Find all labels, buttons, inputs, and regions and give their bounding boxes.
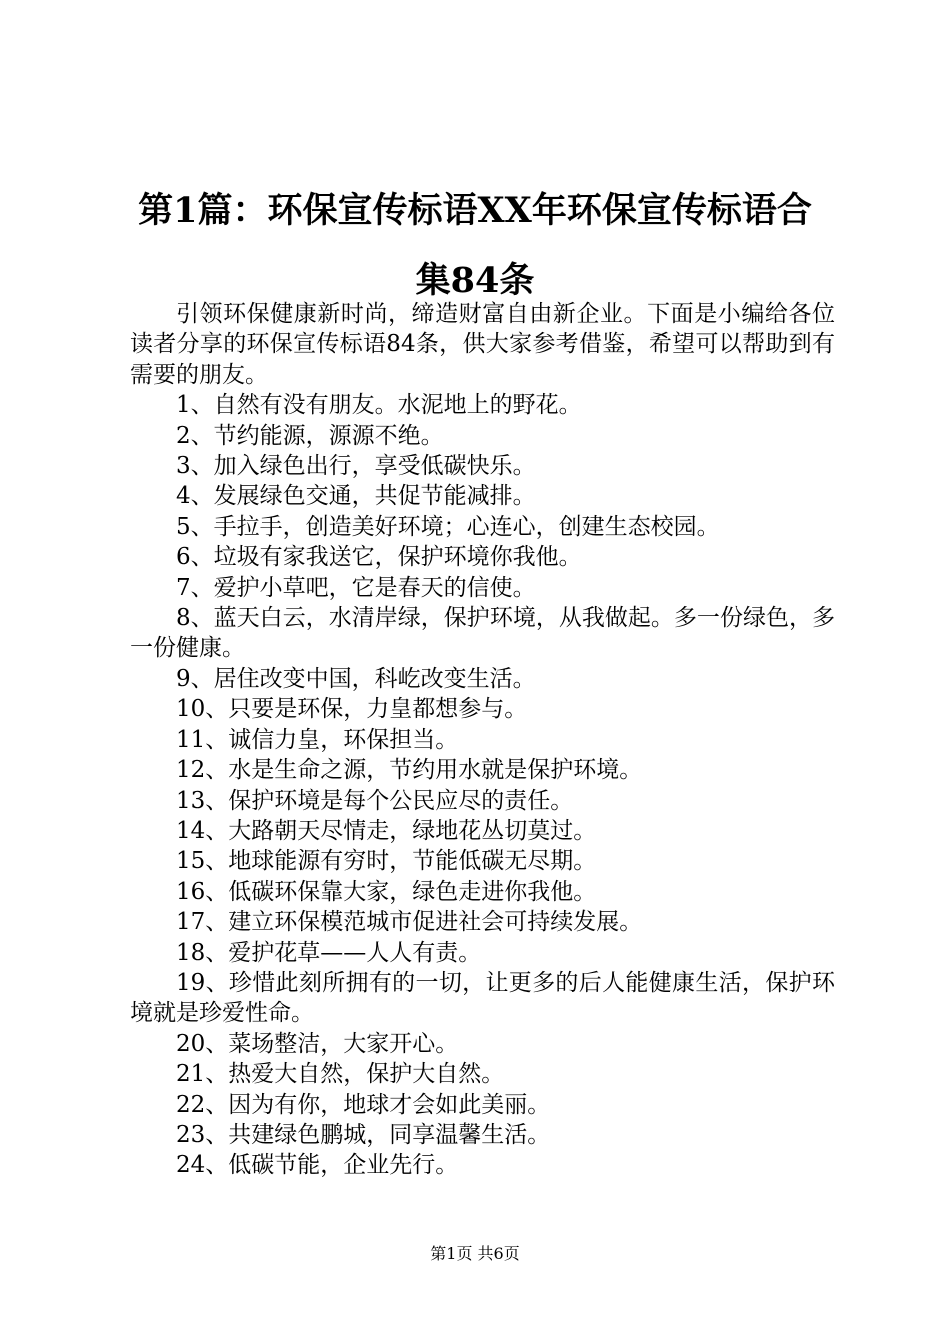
slogan-item: 17、建立环保模范城市促进社会可持续发展。 [176, 909, 643, 936]
document-body [130, 299, 835, 1181]
page-footer: 第1页 共6页 [430, 1244, 520, 1263]
slogan-item: 2、节约能源，源源不绝。 [176, 422, 444, 449]
slogan-item: 24、低碳节能，企业先行。 [176, 1152, 459, 1179]
title-line-1: 第1篇：环保宣传标语XX年环保宣传标语合 [138, 190, 812, 231]
intro-paragraph: 引领环保健康新时尚，缔造财富自由新企业。下面是小编给各位读者分享的环保宣传标语84条，供大家参考借鉴，希望可以帮助到有需要的朋友。 [130, 301, 835, 388]
slogan-item: 12、水是生命之源，节约用水就是保护环境。 [176, 757, 643, 784]
slogan-item: 13、保护环境是每个公民应尽的责任。 [176, 787, 574, 814]
slogan-item: 6、垃圾有家我送它，保护环境你我他。 [176, 544, 582, 571]
slogan-item: 4、发展绿色交通，共促节能减排。 [176, 483, 536, 510]
slogan-item: 10、只要是环保，力皇都想参与。 [176, 696, 528, 723]
slogan-item: 5、手拉手，创造美好环境；心连心，创建生态校园。 [176, 513, 720, 540]
document-title [100, 176, 850, 316]
slogan-item: 16、低碳环保靠大家，绿色走进你我他。 [176, 878, 597, 905]
slogan-item: 11、诚信力皇，环保担当。 [176, 726, 459, 753]
slogan-item: 21、热爱大自然，保护大自然。 [176, 1061, 505, 1088]
slogan-item: 9、居住改变中国，科屹改变生活。 [176, 665, 536, 692]
slogan-item: 14、大路朝天尽情走，绿地花丛切莫过。 [176, 817, 597, 844]
slogan-item: 19、珍惜此刻所拥有的一切，让更多的后人能健康生活，保护环境就是珍爱性命。 [130, 969, 835, 1027]
slogan-item: 8、蓝天白云，水清岸绿，保护环境，从我做起。多一份绿色，多一份健康。 [130, 605, 835, 662]
slogan-item: 20、菜场整洁，大家开心。 [176, 1030, 459, 1057]
slogan-item: 7、爱护小草吧，它是春天的信使。 [176, 574, 536, 601]
slogan-item: 22、因为有你，地球才会如此美丽。 [176, 1091, 551, 1118]
title-line-2: 集84条 [415, 260, 535, 301]
slogan-item: 15、地球能源有穷时，节能低碳无尽期。 [176, 848, 597, 875]
slogan-item: 1、自然有没有朋友。水泥地上的野花。 [176, 392, 582, 419]
slogan-item: 3、加入绿色出行，享受低碳快乐。 [176, 453, 536, 480]
slogan-item: 18、爱护花草——人人有责。 [176, 939, 482, 966]
slogan-item: 23、共建绿色鹏城，同享温馨生活。 [176, 1121, 551, 1148]
